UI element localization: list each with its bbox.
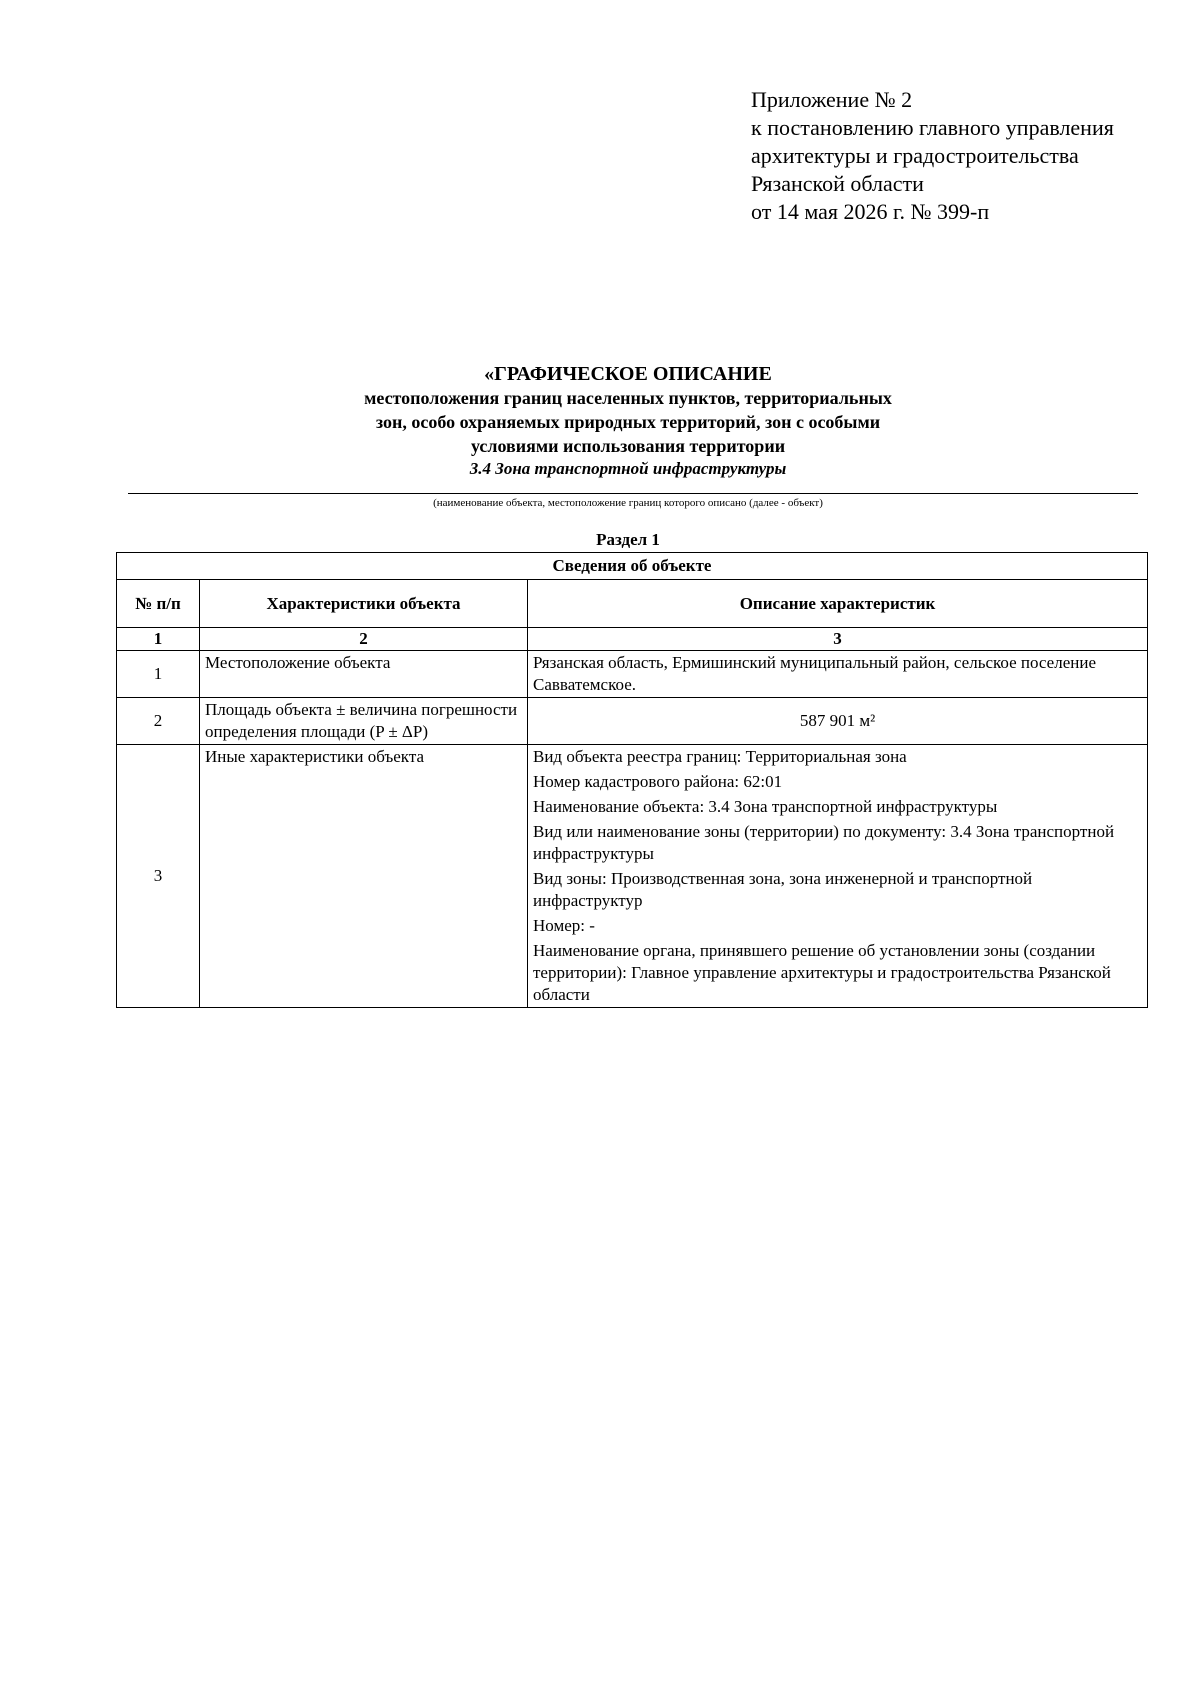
- row-characteristic: Площадь объекта ± величина погрешности определения площади (P ± ΔP): [200, 698, 528, 745]
- title-subtitle-line: зон, особо охраняемых природных территорий, зон с особыми: [375, 412, 881, 432]
- section-heading: Раздел 1: [596, 530, 660, 549]
- row-number: 3: [117, 745, 200, 1008]
- table-row: [117, 698, 1148, 745]
- row-number: 2: [117, 698, 200, 745]
- table-header-row: [117, 580, 1148, 628]
- row-characteristic: Иные характеристики объекта: [200, 745, 528, 1008]
- description-line: Вид зоны: Производственная зона, зона инженерной и транспортной инфраструктур: [533, 869, 1033, 910]
- description-line: Номер кадастрового района: 62:01: [533, 772, 783, 791]
- appendix-line: к постановлению главного управления: [751, 115, 1114, 140]
- table-row: [117, 651, 1148, 698]
- column-number: 2: [200, 628, 528, 651]
- header-num: № п/п: [117, 580, 200, 628]
- title-subtitle-line: местоположения границ населенных пунктов, территориальных: [364, 388, 892, 408]
- appendix-header: [751, 86, 1114, 226]
- column-number: 3: [528, 628, 1148, 651]
- column-number-row: [117, 628, 1148, 651]
- column-number: 1: [117, 628, 200, 651]
- header-description: Описание характеристик: [528, 580, 1148, 628]
- description-line: Вид объекта реестра границ: Территориальная зона: [533, 747, 907, 766]
- row-description: [528, 651, 1148, 698]
- row-characteristic: Местоположение объекта: [200, 651, 528, 698]
- underline-divider: [128, 493, 1138, 494]
- object-info-table: [116, 552, 1148, 1008]
- row-description: [528, 698, 1148, 745]
- description-line: Номер: -: [533, 916, 595, 935]
- description-line: Наименование органа, принявшего решение об установлении зоны (создании территории): Главное управление архитектуры и градостроительства Рязанской области: [533, 941, 1111, 1004]
- appendix-line: Рязанской области: [751, 171, 924, 196]
- title-subtitle-line: условиями использования территории: [470, 436, 786, 456]
- appendix-line: архитектуры и градостроительства: [751, 143, 1079, 168]
- description-line: 587 901 м²: [799, 711, 876, 730]
- table-row: [117, 745, 1148, 1008]
- appendix-line: Приложение № 2: [751, 87, 913, 112]
- object-name-caption: (наименование объекта, местоположение границ которого описано (далее - объект): [433, 497, 823, 509]
- title-main: «ГРАФИЧЕСКОЕ ОПИСАНИЕ: [484, 363, 772, 385]
- table-title-row: [117, 553, 1148, 580]
- row-description: [528, 745, 1148, 1008]
- description-line: Вид или наименование зоны (территории) по документу: 3.4 Зона транспортной инфраструктуры: [533, 822, 1115, 863]
- object-name: 3.4 Зона транспортной инфраструктуры: [469, 459, 787, 478]
- document-title: [118, 362, 1138, 480]
- description-line: Рязанская область, Ермишинский муниципальный район, сельское поселение Савватемское.: [533, 653, 1097, 694]
- table-title: Сведения об объекте: [117, 553, 1148, 580]
- header-characteristic: Характеристики объекта: [200, 580, 528, 628]
- appendix-line: от 14 мая 2026 г. № 399-п: [751, 199, 990, 224]
- description-line: Наименование объекта: 3.4 Зона транспортной инфраструктуры: [533, 797, 998, 816]
- row-number: 1: [117, 651, 200, 698]
